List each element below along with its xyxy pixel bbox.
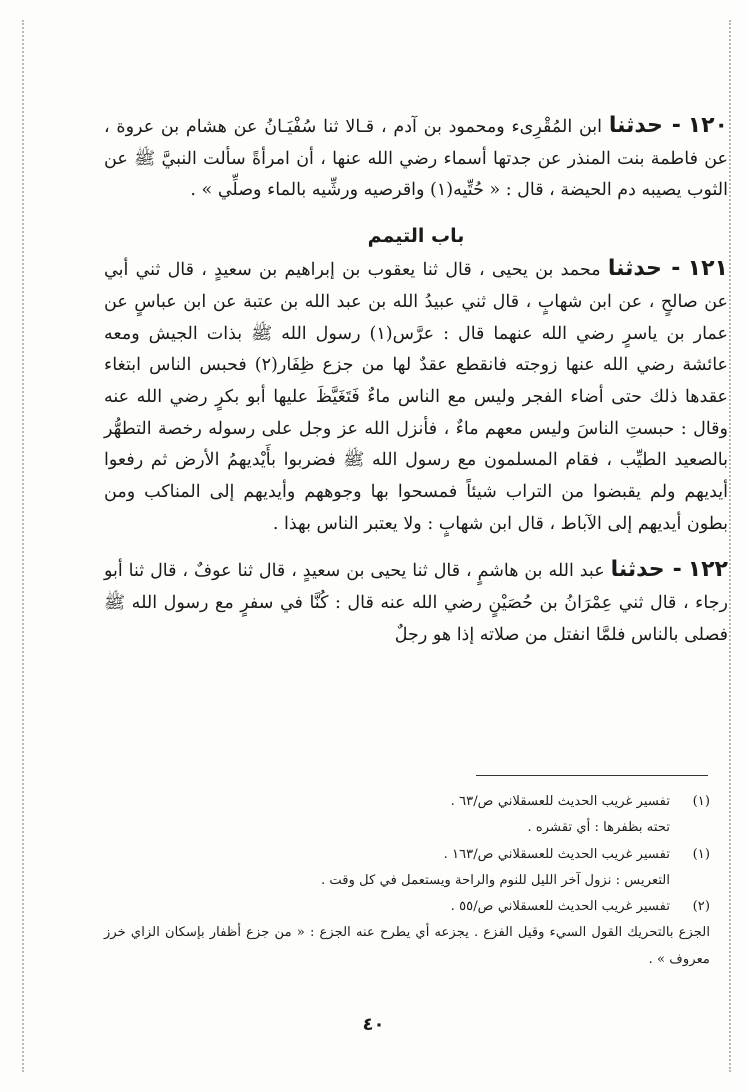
chapter-heading: باب التيمم	[367, 225, 465, 248]
haddathana-marker: - حدثنا	[607, 256, 681, 282]
footnote-source: تفسير غريب الحديث للعسقلاني ص/٦٣ .	[450, 794, 670, 809]
footnote-1	[104, 789, 710, 815]
hadith-text: محمد بن يحيى ، قال ثنا يعقوب بن إبراهيم بن سعيدٍ ، قال ثني أبي عن صالحٍ ، عن ابن شهابٍ ، قال ثني عبيدُ الله بن عبد الله بن عتبة عن ابن عباسٍ عن عمار بن ياسرٍ رضي الله عنهما قال : عرَّس(١) رسول الله ﷺ بذات الجيش ومعه عائشة رضي الله عنها زوجته فانقطع عقدٌ لها من جزع ظِفَار(٢) فحبس الناس ابتغاء عقدها ذلك حتى أضاء الفجر وليس مع الناس ماءٌ فَتَغَيَّظَ عليها أبو بكرٍ رضي الله عنه وقال : حبستِ الناسَ وليس معهم ماءٌ ، فأنزل الله عز وجل على رسوله رخصة التطهُّر بالصعيد الطيِّب ، فقام المسلمون مع رسول الله ﷺ فضربوا بأَيْديهمُ الأرض ثم رفعوا أيديهم ولم يقبضوا من التراب شيئاً فمسحوا بها وجوههم وأيديهم إلى المناكب ومن بطون أيديهم إلى الآباط ، قال ابن شهابٍ : ولا يعتبر الناس بهذا .	[104, 260, 728, 534]
hadith-number: ١٢٢	[687, 557, 728, 583]
haddathana-marker: - حدثنا	[608, 113, 681, 138]
footnote-source: تفسير غريب الحديث للعسقلاني ص/٥٥ .	[450, 899, 670, 915]
footnote-1-gloss: تحته بظفرها : أي تقشره .	[527, 820, 670, 836]
footnote-number: (٢)	[692, 899, 710, 915]
hadith-120	[104, 110, 728, 207]
footnote-3-gloss: الجزع بالتحريك القول السيء وقيل الفزع . يجزعه أي يطرح عنه الجزع : « من جزع أظفار بإسكان الزاي خرز معروف » .	[104, 925, 710, 967]
footnote-number: (١)	[692, 794, 710, 809]
main-text	[104, 110, 728, 652]
hadith-text: عبد الله بن هاشمٍ ، قال ثنا يحيى بن سعيدٍ ، قال ثنا عوفٌ ، قال ثنا أبو رجاء ، قال ثني عِمْرَانُ بن حُصَيْنٍ رضي الله عنه قال : كُنَّا في سفرٍ مع رسول الله ﷺ فصلى بالناس فلمَّا انفتل من صلاته إذا هو رجلٌ	[104, 561, 728, 645]
footnote-number: (١)	[692, 846, 710, 862]
footnote-source: تفسير غريب الحديث للعسقلاني ص/١٦٣ .	[443, 846, 670, 862]
right-margin-dots	[729, 20, 731, 1072]
footnote-2	[104, 842, 710, 868]
footnote-2-gloss: التعريس : نزول آخر الليل للنوم والراحة ويستعمل في كل وقت .	[320, 872, 670, 888]
footnotes	[104, 789, 710, 973]
footnote-separator	[476, 775, 708, 776]
haddathana-marker: - حدثنا	[610, 557, 682, 583]
hadith-text: ابن المُقْرِىء ومحمود بن آدم ، قـالا ثنا سُفْيَـانُ عن هشام بن عروة ، عن فاطمة بنت المنذر عن جدتها أسماء رضي الله عنها ، أن امرأةً سألت النبيَّ ﷺ عن الثوب يصيبه دم الحيضة ، قال : « حُتِّيه(١) واقرصيه ورشِّيه بالماء وصلِّي » .	[104, 117, 728, 201]
hadith-122	[104, 554, 728, 651]
footnote-3	[104, 894, 710, 920]
hadith-121	[104, 253, 728, 540]
hadith-number: ١٢٠	[687, 113, 728, 138]
page-number: ٤٠	[362, 1014, 385, 1035]
left-margin-dots	[22, 20, 24, 1072]
hadith-number: ١٢١	[687, 256, 728, 282]
